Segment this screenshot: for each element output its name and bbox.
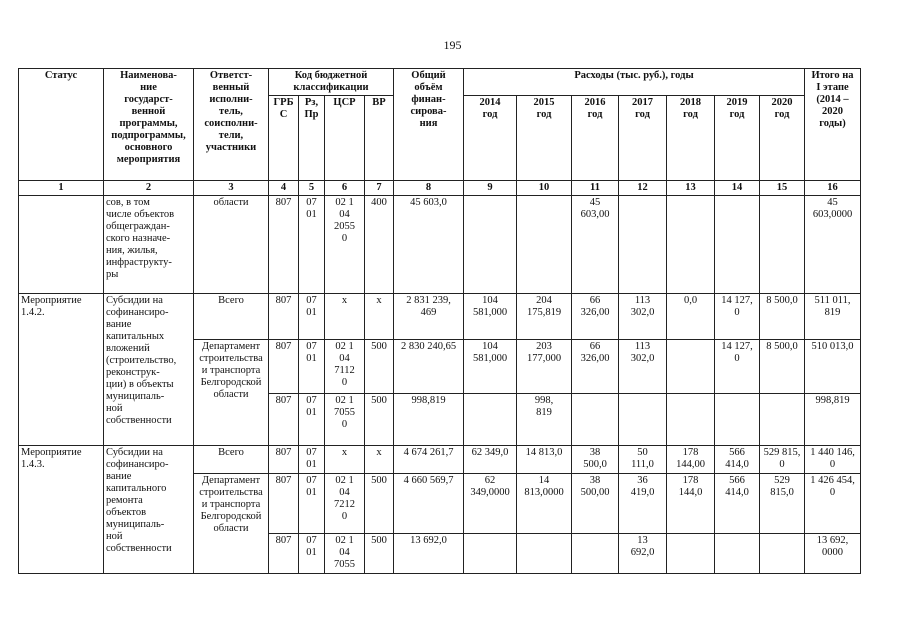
cell-text: 50 111,0 <box>631 447 654 470</box>
table-cell: 8 <box>394 181 464 196</box>
cell-text: Мероприятие 1.4.3. <box>21 447 82 470</box>
table-cell <box>715 196 760 294</box>
cell-text: 807 <box>275 341 292 352</box>
table-cell <box>715 340 760 394</box>
table-cell <box>572 394 619 446</box>
name-cell <box>104 196 194 294</box>
table-cell <box>715 534 760 574</box>
table-cell: 5 <box>299 181 325 196</box>
cell-text: 45 603,0000 <box>812 197 853 220</box>
table-cell <box>572 446 619 474</box>
table-cell: 1 <box>19 181 104 196</box>
table-cell <box>572 534 619 574</box>
cell-text: Департамент строительства и транспорта Белгородской области <box>199 341 263 400</box>
table-cell <box>805 294 861 340</box>
cell-text: x <box>341 447 348 458</box>
cell-text: 500 <box>371 475 387 486</box>
name-cell <box>104 446 194 574</box>
table-cell <box>572 340 619 394</box>
table-cell <box>667 196 715 294</box>
table-cell <box>715 394 760 446</box>
cell-text: 4 674 261,7 <box>403 447 454 458</box>
cell-text: 02 1 04 7212 0 <box>334 475 355 522</box>
table-cell <box>619 340 667 394</box>
cell-text: 2 830 240,65 <box>400 341 457 352</box>
table-cell <box>805 446 861 474</box>
table-cell <box>299 196 325 294</box>
table-cell <box>365 534 394 574</box>
table-cell <box>517 294 572 340</box>
table-cell <box>805 534 861 574</box>
cell-text: 807 <box>275 197 292 208</box>
table-cell <box>269 340 299 394</box>
table-cell <box>464 446 517 474</box>
table-row <box>19 446 861 474</box>
table-cell <box>365 474 394 534</box>
table-cell: 16 <box>805 181 861 196</box>
cell-text: 02 1 04 2055 0 <box>334 197 355 244</box>
cell-text: Общий объём финан- сирова- ния <box>410 70 447 129</box>
table-cell: 2 <box>104 181 194 196</box>
table-cell <box>299 474 325 534</box>
cell-text: сов, в том числе объектов общеграждан- ского назначе- ния, жилья, инфраструкту- ры <box>106 197 175 280</box>
cell-text: 113 302,0 <box>630 341 655 364</box>
cell-text: 2019 год <box>726 97 748 120</box>
table-cell <box>394 474 464 534</box>
table-cell <box>667 394 715 446</box>
table-cell <box>517 340 572 394</box>
header-name <box>104 69 194 181</box>
responsible-cell <box>194 446 269 474</box>
header-stage-total <box>805 69 861 181</box>
cell-text: 529 815, 0 <box>763 447 801 470</box>
table-cell <box>365 196 394 294</box>
table-cell: 7 <box>365 181 394 196</box>
status-cell <box>19 446 104 574</box>
table-cell: 3 <box>194 181 269 196</box>
cell-text: области <box>213 197 249 208</box>
cell-text: ЦСР <box>333 97 356 108</box>
table-cell <box>325 340 365 394</box>
table-cell <box>365 294 394 340</box>
table-cell: 13 <box>667 181 715 196</box>
table-cell <box>517 196 572 294</box>
cell-text: 07 01 <box>306 475 317 498</box>
table-cell <box>667 294 715 340</box>
header-expenses <box>464 69 805 96</box>
table-cell <box>299 394 325 446</box>
table-cell <box>517 534 572 574</box>
table-cell <box>619 196 667 294</box>
cell-text: Субсидии на софинансиро- вание капитального ремонта объектов муниципаль- ной собственности <box>106 447 172 554</box>
table-cell <box>667 534 715 574</box>
table-cell <box>667 474 715 534</box>
table-cell <box>325 294 365 340</box>
table-cell <box>299 340 325 394</box>
table-cell <box>299 446 325 474</box>
cell-text: 07 01 <box>306 295 317 318</box>
responsible-cell <box>194 294 269 340</box>
header-vr <box>365 96 394 181</box>
table-cell <box>667 340 715 394</box>
cell-text: 1 426 454, 0 <box>810 475 855 498</box>
table-cell <box>394 294 464 340</box>
table-cell <box>269 196 299 294</box>
cell-text: x <box>376 295 382 306</box>
header-2017 <box>619 96 667 181</box>
table-cell: 11 <box>572 181 619 196</box>
cell-text: Ответст- венный исполни- тель, соисполни- тели, участники <box>204 70 258 153</box>
table-cell <box>394 340 464 394</box>
cell-text: 2017 год <box>632 97 653 120</box>
cell-text: 02 1 04 7055 <box>334 535 355 570</box>
table-cell <box>269 294 299 340</box>
name-cell <box>104 294 194 446</box>
header-total <box>394 69 464 181</box>
table-cell <box>325 196 365 294</box>
cell-text: Расходы (тыс. руб.), годы <box>574 70 694 81</box>
table-cell <box>715 474 760 534</box>
column-numbers-row <box>19 181 861 196</box>
cell-text: 500 <box>371 395 387 406</box>
table-row <box>19 294 861 340</box>
cell-text: 07 01 <box>306 341 317 364</box>
cell-text: 998,819 <box>815 395 850 406</box>
cell-text: 204 175,819 <box>526 295 562 318</box>
table-cell: 6 <box>325 181 365 196</box>
cell-text: 62 349,0 <box>471 447 509 458</box>
cell-text: 807 <box>275 535 292 546</box>
cell-text: 38 500,00 <box>580 475 610 498</box>
table-cell <box>572 294 619 340</box>
table-cell <box>464 534 517 574</box>
table-cell <box>667 446 715 474</box>
header-grbs <box>269 96 299 181</box>
cell-text: 07 01 <box>306 447 317 470</box>
cell-text: 07 01 <box>306 197 317 220</box>
cell-text: Рз, Пр <box>304 97 319 120</box>
table-cell <box>619 474 667 534</box>
cell-text: 2014 год <box>479 97 501 120</box>
table-cell: 9 <box>464 181 517 196</box>
table-cell <box>394 394 464 446</box>
table-cell <box>365 340 394 394</box>
table-cell <box>715 294 760 340</box>
responsible-cell <box>194 474 269 574</box>
table-cell <box>760 394 805 446</box>
status-cell <box>19 196 104 294</box>
table-cell <box>269 394 299 446</box>
cell-text: 510 013,0 <box>811 341 854 352</box>
cell-text: 400 <box>371 197 387 208</box>
table-cell <box>619 446 667 474</box>
cell-text: Итого на I этапе (2014 – 2020 годы) <box>811 70 854 129</box>
cell-text: Код бюджетной классификации <box>293 70 369 93</box>
cell-text: ВР <box>372 97 386 108</box>
page-number: 195 <box>443 38 462 52</box>
cell-text: Всего <box>218 447 244 458</box>
header-status <box>19 69 104 181</box>
header-2016 <box>572 96 619 181</box>
table-cell <box>464 196 517 294</box>
cell-text: 36 419,0 <box>630 475 655 498</box>
budget-table <box>18 68 861 574</box>
table-cell <box>517 394 572 446</box>
cell-text: 807 <box>275 295 292 306</box>
table-cell <box>619 394 667 446</box>
table-cell <box>805 394 861 446</box>
table-cell <box>464 340 517 394</box>
table-cell <box>269 534 299 574</box>
cell-text: 500 <box>371 341 387 352</box>
table-cell <box>619 294 667 340</box>
header-2015 <box>517 96 572 181</box>
cell-text: 8 500,0 <box>766 295 798 306</box>
cell-text: 1 440 146, 0 <box>810 447 855 470</box>
cell-text: 178 144,0 <box>678 475 703 498</box>
cell-text: 529 815,0 <box>770 475 794 498</box>
table-cell: 4 <box>269 181 299 196</box>
cell-text: 807 <box>275 395 292 406</box>
table-cell <box>760 196 805 294</box>
cell-text: 2016 год <box>584 97 606 120</box>
header-2020 <box>760 96 805 181</box>
cell-text: 14 813,0000 <box>524 475 564 498</box>
cell-text: 4 660 569,7 <box>403 475 454 486</box>
cell-text: 45 603,00 <box>580 197 610 220</box>
table-cell: 12 <box>619 181 667 196</box>
header-budget-code <box>269 69 394 96</box>
cell-text: 02 1 7055 0 <box>334 395 355 430</box>
cell-text: 02 1 04 7112 0 <box>334 341 355 388</box>
table-cell <box>325 394 365 446</box>
cell-text: 45 603,0 <box>410 197 447 208</box>
table-cell <box>269 474 299 534</box>
cell-text: 66 326,00 <box>580 341 610 364</box>
table-cell <box>517 446 572 474</box>
cell-text: 07 01 <box>306 395 317 418</box>
cell-text: 07 01 <box>306 535 317 558</box>
cell-text: 2 831 239, 469 <box>406 295 451 318</box>
table-cell <box>325 446 365 474</box>
table-cell <box>299 294 325 340</box>
table-cell <box>760 294 805 340</box>
cell-text: 2020 год <box>771 97 793 120</box>
table-cell <box>325 534 365 574</box>
cell-text: ГРБ С <box>273 97 294 120</box>
status-cell <box>19 294 104 446</box>
cell-text: Департамент строительства и транспорта Белгородской области <box>199 475 263 534</box>
cell-text: 13 692,0 <box>410 535 447 546</box>
cell-text: 14 813,0 <box>525 447 563 458</box>
table-cell <box>325 474 365 534</box>
cell-text: 38 500,0 <box>583 447 607 470</box>
table-cell <box>805 474 861 534</box>
table-cell <box>394 534 464 574</box>
table-cell <box>760 340 805 394</box>
header-2018 <box>667 96 715 181</box>
table-cell <box>715 446 760 474</box>
table-cell <box>299 534 325 574</box>
cell-text: 807 <box>275 447 292 458</box>
header-responsible <box>194 69 269 181</box>
cell-text: 998, 819 <box>534 395 554 418</box>
cell-text: Всего <box>218 295 244 306</box>
table-cell <box>269 446 299 474</box>
cell-text: 203 177,000 <box>526 341 562 364</box>
cell-text: 998,819 <box>411 395 446 406</box>
cell-text: 566 414,0 <box>725 475 749 498</box>
header-csr <box>325 96 365 181</box>
table-cell <box>517 474 572 534</box>
header-2019 <box>715 96 760 181</box>
cell-text: 62 349,0000 <box>470 475 510 498</box>
cell-text: Наименова- ние государст- венной программы, подпрограммы, основного мероприятия <box>111 70 186 165</box>
table-cell <box>572 474 619 534</box>
table-cell <box>760 534 805 574</box>
table-cell <box>760 474 805 534</box>
cell-text: 500 <box>371 535 387 546</box>
cell-text: 0,0 <box>683 295 698 306</box>
table-cell <box>394 446 464 474</box>
table-cell <box>365 446 394 474</box>
responsible-cell <box>194 196 269 294</box>
cell-text: 8 500,0 <box>766 341 798 352</box>
cell-text: 104 581,000 <box>472 341 508 364</box>
cell-text: 2015 год <box>533 97 555 120</box>
cell-text: 66 326,00 <box>580 295 610 318</box>
cell-text: 13 692, 0000 <box>816 535 849 558</box>
table-cell <box>365 394 394 446</box>
table-cell <box>805 196 861 294</box>
header-2014 <box>464 96 517 181</box>
cell-text: x <box>341 295 348 306</box>
cell-text: 113 302,0 <box>630 295 655 318</box>
table-cell <box>805 340 861 394</box>
cell-text: 2018 год <box>680 97 701 120</box>
cell-text: 13 692,0 <box>630 535 655 558</box>
cell-text: x <box>376 447 382 458</box>
table-cell <box>572 196 619 294</box>
table-row <box>19 196 861 294</box>
table-cell <box>394 196 464 294</box>
cell-text: 566 414,0 <box>725 447 749 470</box>
table-cell <box>760 446 805 474</box>
table-cell: 10 <box>517 181 572 196</box>
cell-text: Субсидии на софинансиро- вание капитальных вложений (строительство, реконструк- ции) в объекты муниципаль- ной собственности <box>106 295 177 426</box>
cell-text: 178 144,00 <box>676 447 705 470</box>
table-cell: 15 <box>760 181 805 196</box>
cell-text: 14 127, 0 <box>721 341 753 364</box>
table-cell <box>619 534 667 574</box>
header-rzpr <box>299 96 325 181</box>
table-cell <box>464 394 517 446</box>
table-cell <box>464 294 517 340</box>
cell-text: 807 <box>275 475 292 486</box>
responsible-cell <box>194 340 269 446</box>
cell-text: 104 581,000 <box>472 295 508 318</box>
cell-text: Мероприятие 1.4.2. <box>21 295 82 318</box>
table-cell <box>464 474 517 534</box>
cell-text: Статус <box>44 70 78 81</box>
cell-text: 14 127, 0 <box>721 295 753 318</box>
table-cell: 14 <box>715 181 760 196</box>
cell-text: 511 011, 819 <box>814 295 851 318</box>
